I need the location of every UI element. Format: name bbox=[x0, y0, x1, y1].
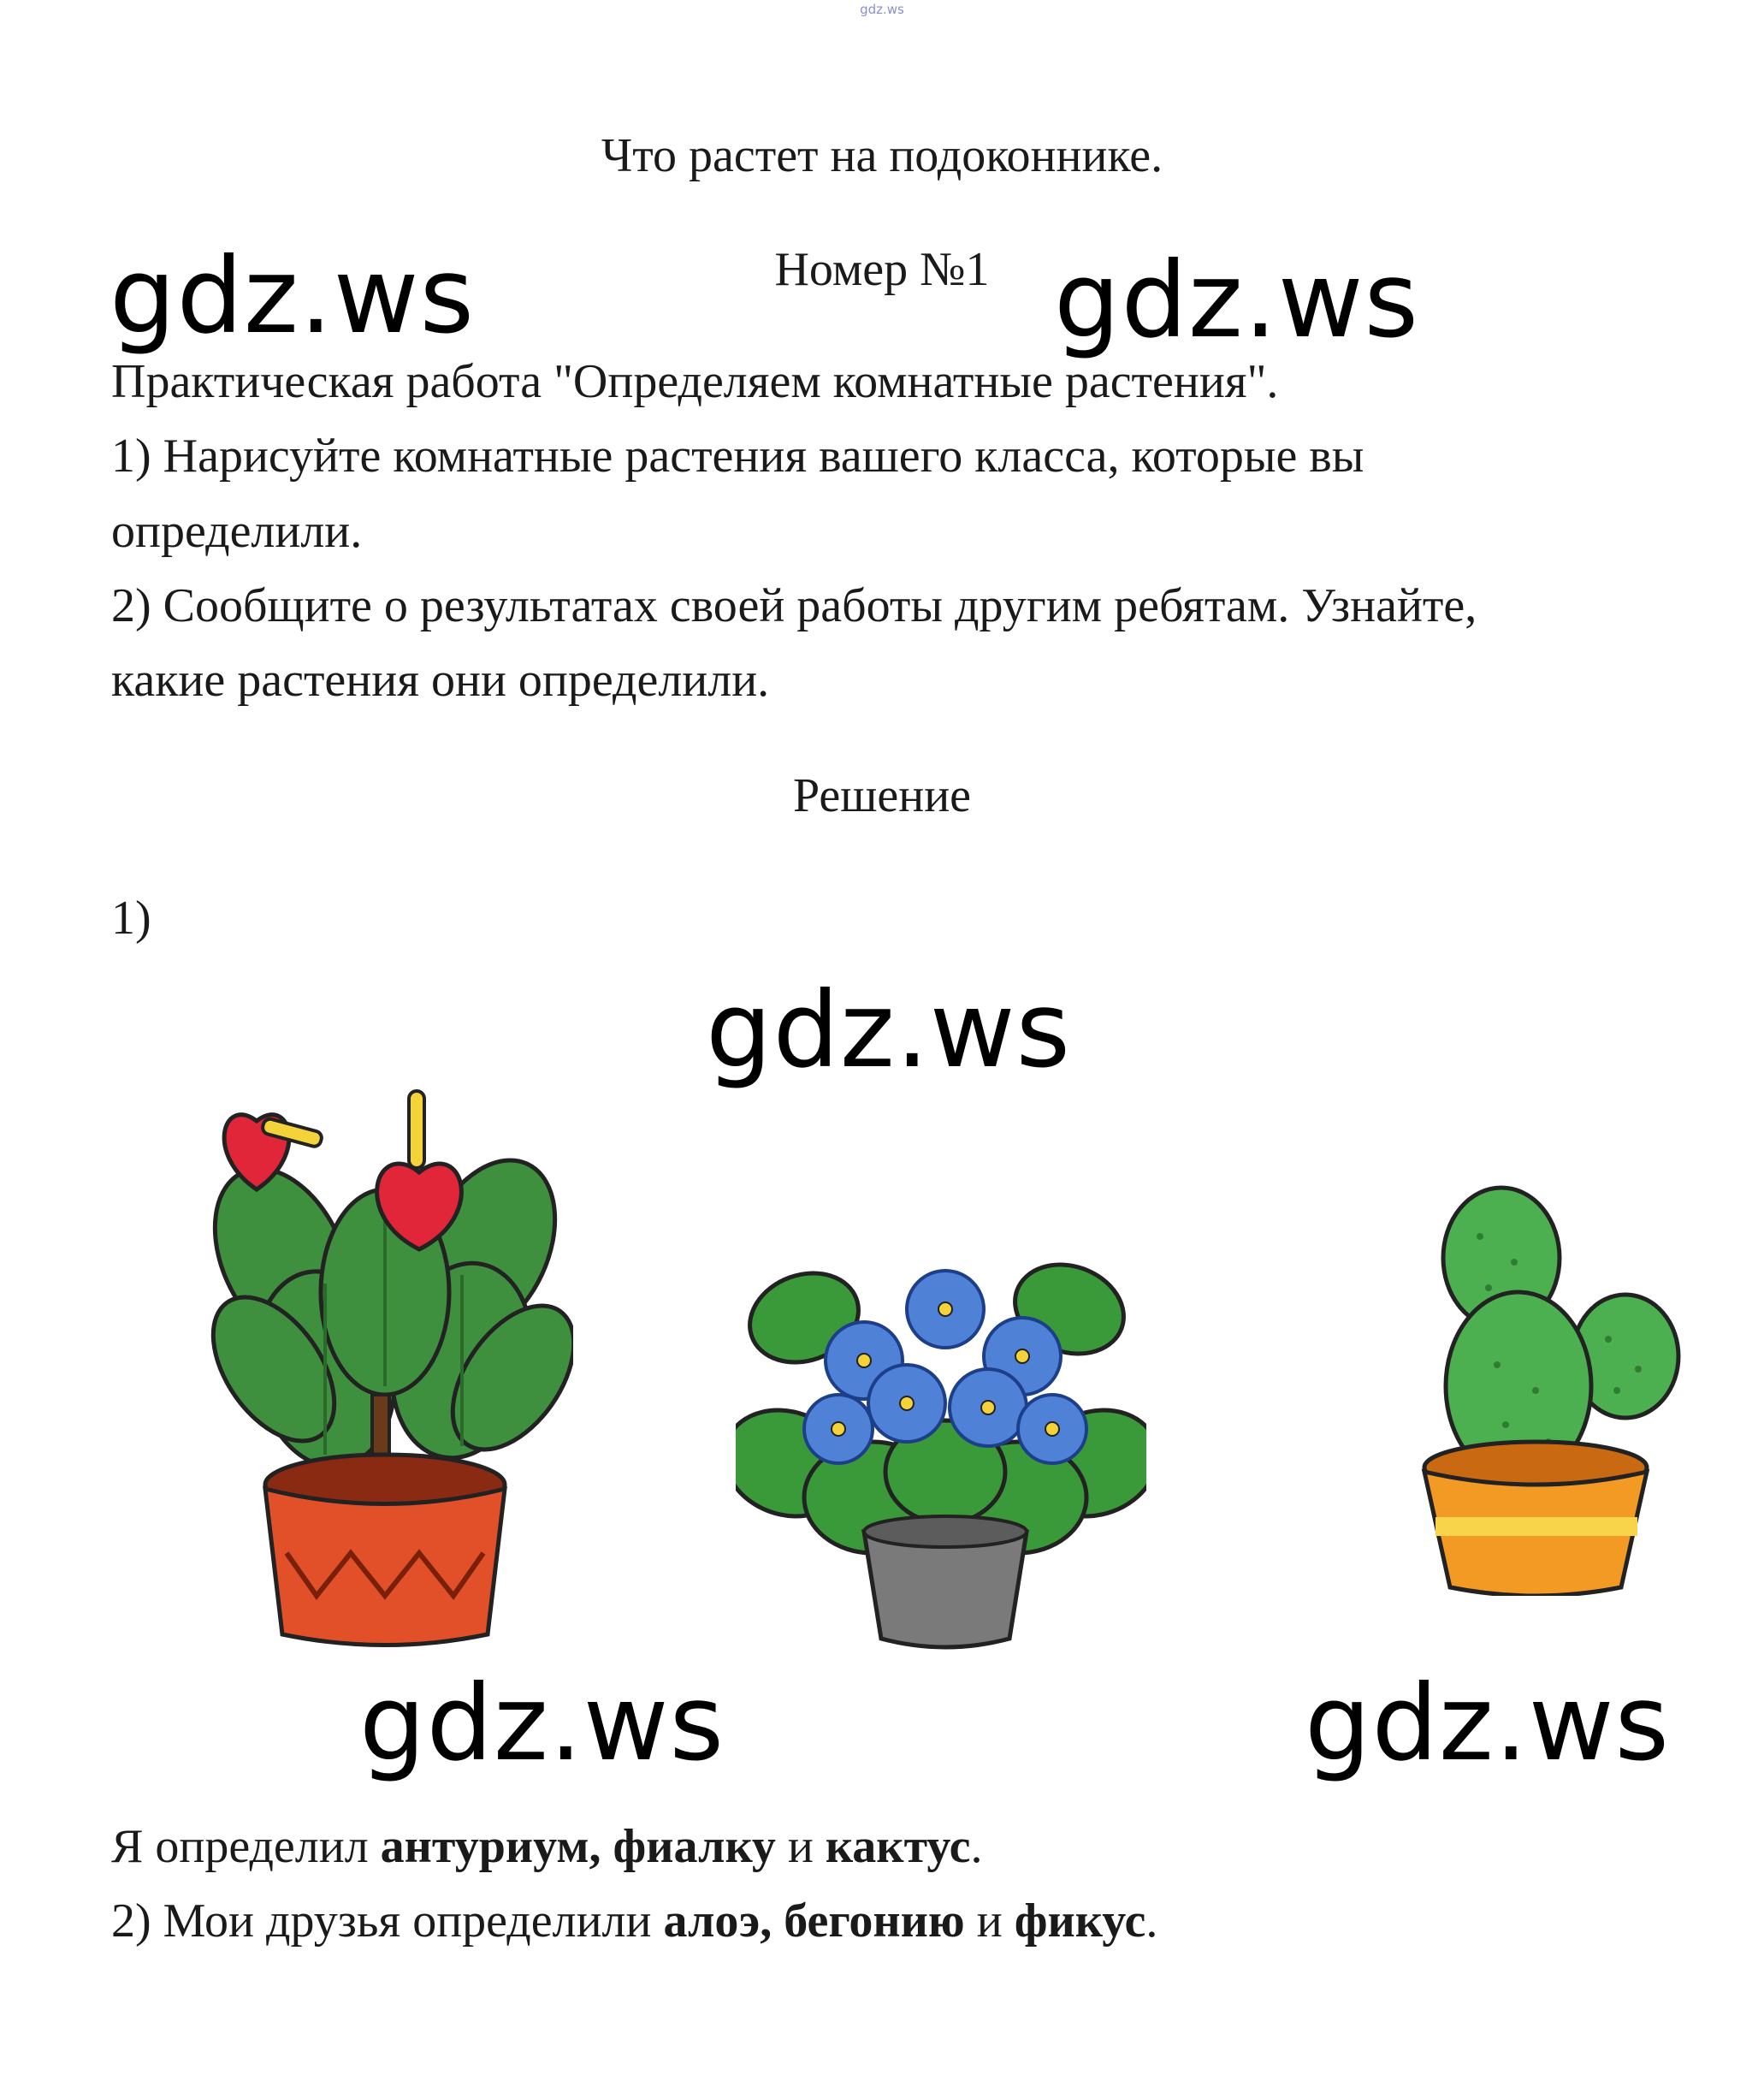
watermark: gdz.ws bbox=[359, 1663, 725, 1784]
answer-1-prefix: Я определил bbox=[111, 1820, 381, 1873]
watermark: gdz.ws bbox=[110, 235, 476, 357]
answer-1 bbox=[111, 1818, 982, 1876]
answer-1-label: 1) bbox=[111, 892, 151, 945]
watermark: gdz.ws bbox=[1054, 240, 1420, 361]
violet-pot-illustration bbox=[736, 1249, 1146, 1660]
answer-1-plant-1: антуриум, bbox=[380, 1820, 601, 1873]
answer-1-end: . bbox=[970, 1820, 983, 1873]
answer-2-plant-2: бегонию bbox=[772, 1894, 965, 1948]
task-title: Практическая работа "Определяем комнатные растения". bbox=[111, 355, 1279, 408]
task-1-line-1: 1) Нарисуйте комнатные растения вашего класса, которые вы bbox=[111, 430, 1364, 483]
page-title: Что растет на подоконнике. bbox=[601, 129, 1163, 182]
answer-2-prefix: 2) Мои друзья определили bbox=[111, 1894, 664, 1948]
cactus-pot-illustration bbox=[1386, 1185, 1685, 1596]
answer-2-plant-1: алоэ, bbox=[663, 1894, 772, 1948]
site-mark: gdz.ws bbox=[860, 2, 904, 17]
answer-1-conj: и bbox=[775, 1820, 826, 1873]
solution-heading: Решение bbox=[792, 769, 972, 822]
answer-2-conj: и bbox=[964, 1894, 1015, 1948]
task-2-line-1: 2) Сообщите о результатах своей работы другим ребятам. Узнайте, bbox=[111, 579, 1477, 632]
task-1-line-2: определили. bbox=[111, 505, 363, 558]
watermark: gdz.ws bbox=[1305, 1663, 1671, 1784]
answer-1-plant-3: кактус bbox=[825, 1820, 971, 1873]
answer-2-end: . bbox=[1145, 1894, 1158, 1948]
watermark: gdz.ws bbox=[706, 969, 1072, 1091]
answer-1-plant-2: фиалку bbox=[601, 1820, 776, 1873]
exercise-number: Номер №1 bbox=[774, 243, 990, 296]
answer-2 bbox=[111, 1893, 1157, 1950]
answer-2-plant-3: фикус bbox=[1014, 1894, 1146, 1948]
task-2-line-2: какие растения они определили. bbox=[111, 654, 770, 707]
anthurium-pot-illustration bbox=[205, 1087, 573, 1651]
